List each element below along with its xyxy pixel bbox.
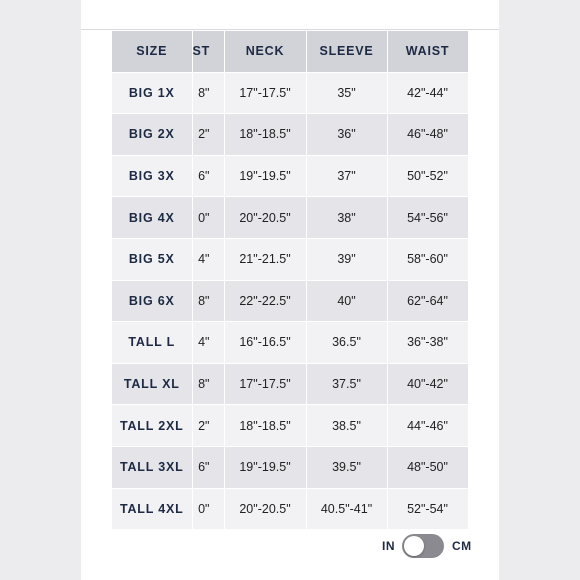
divider	[81, 29, 499, 30]
cell-chest: 8"	[192, 280, 224, 322]
table-header-row	[112, 31, 468, 72]
cell-sleeve: 37"	[306, 155, 387, 197]
cell-neck: 20"-20.5"	[224, 488, 306, 530]
cell-chest: 0"	[192, 197, 224, 239]
cell-waist: 58"-60"	[387, 238, 468, 280]
table-row	[112, 280, 468, 322]
cell-waist: 40"-42"	[387, 363, 468, 405]
cell-chest: 4"	[192, 322, 224, 364]
table-body	[112, 72, 468, 530]
cell-size: BIG 1X	[112, 72, 192, 114]
header-chest: ST	[192, 31, 224, 72]
cell-neck: 20"-20.5"	[224, 197, 306, 239]
table-row	[112, 72, 468, 114]
table-row	[112, 197, 468, 239]
cell-size: TALL L	[112, 322, 192, 364]
table-row	[112, 446, 468, 488]
cell-sleeve: 35"	[306, 72, 387, 114]
cell-waist: 36"-38"	[387, 322, 468, 364]
size-chart-table	[112, 31, 469, 530]
cell-size: BIG 2X	[112, 114, 192, 156]
switch-knob[interactable]	[404, 536, 424, 556]
cell-sleeve: 39.5"	[306, 446, 387, 488]
header-sleeve: SLEEVE	[306, 31, 387, 72]
table-row	[112, 114, 468, 156]
header-neck: NECK	[224, 31, 306, 72]
cell-waist: 62"-64"	[387, 280, 468, 322]
cell-waist: 54"-56"	[387, 197, 468, 239]
cell-sleeve: 40.5"-41"	[306, 488, 387, 530]
unit-toggle	[382, 532, 472, 560]
cell-neck: 22"-22.5"	[224, 280, 306, 322]
cell-chest: 6"	[192, 446, 224, 488]
cell-neck: 17"-17.5"	[224, 363, 306, 405]
cell-sleeve: 40"	[306, 280, 387, 322]
cell-chest: 6"	[192, 155, 224, 197]
unit-label-in: IN	[382, 539, 395, 553]
cell-size: TALL XL	[112, 363, 192, 405]
cell-sleeve: 36.5"	[306, 322, 387, 364]
cell-chest: 8"	[192, 363, 224, 405]
cell-chest: 8"	[192, 72, 224, 114]
cell-chest: 2"	[192, 114, 224, 156]
cell-chest: 0"	[192, 488, 224, 530]
cell-waist: 44"-46"	[387, 405, 468, 447]
cell-neck: 16"-16.5"	[224, 322, 306, 364]
cell-chest: 2"	[192, 405, 224, 447]
cell-sleeve: 39"	[306, 238, 387, 280]
cell-neck: 19"-19.5"	[224, 155, 306, 197]
cell-size: BIG 6X	[112, 280, 192, 322]
header-size: SIZE	[112, 31, 192, 72]
table-row	[112, 322, 468, 364]
cell-waist: 50"-52"	[387, 155, 468, 197]
cell-size: BIG 3X	[112, 155, 192, 197]
unit-switch[interactable]	[402, 534, 444, 558]
table-row	[112, 155, 468, 197]
cell-size: BIG 5X	[112, 238, 192, 280]
table-row	[112, 238, 468, 280]
header-waist: WAIST	[387, 31, 468, 72]
table-row	[112, 405, 468, 447]
cell-sleeve: 38.5"	[306, 405, 387, 447]
cell-waist: 48"-50"	[387, 446, 468, 488]
cell-sleeve: 37.5"	[306, 363, 387, 405]
cell-size: TALL 2XL	[112, 405, 192, 447]
cell-neck: 21"-21.5"	[224, 238, 306, 280]
table-row	[112, 363, 468, 405]
cell-waist: 52"-54"	[387, 488, 468, 530]
cell-size: TALL 4XL	[112, 488, 192, 530]
cell-waist: 42"-44"	[387, 72, 468, 114]
cell-size: TALL 3XL	[112, 446, 192, 488]
cell-sleeve: 36"	[306, 114, 387, 156]
table-row	[112, 488, 468, 530]
unit-label-cm: CM	[452, 539, 472, 553]
cell-neck: 18"-18.5"	[224, 114, 306, 156]
cell-neck: 19"-19.5"	[224, 446, 306, 488]
cell-neck: 18"-18.5"	[224, 405, 306, 447]
cell-size: BIG 4X	[112, 197, 192, 239]
cell-sleeve: 38"	[306, 197, 387, 239]
cell-neck: 17"-17.5"	[224, 72, 306, 114]
cell-chest: 4"	[192, 238, 224, 280]
cell-waist: 46"-48"	[387, 114, 468, 156]
